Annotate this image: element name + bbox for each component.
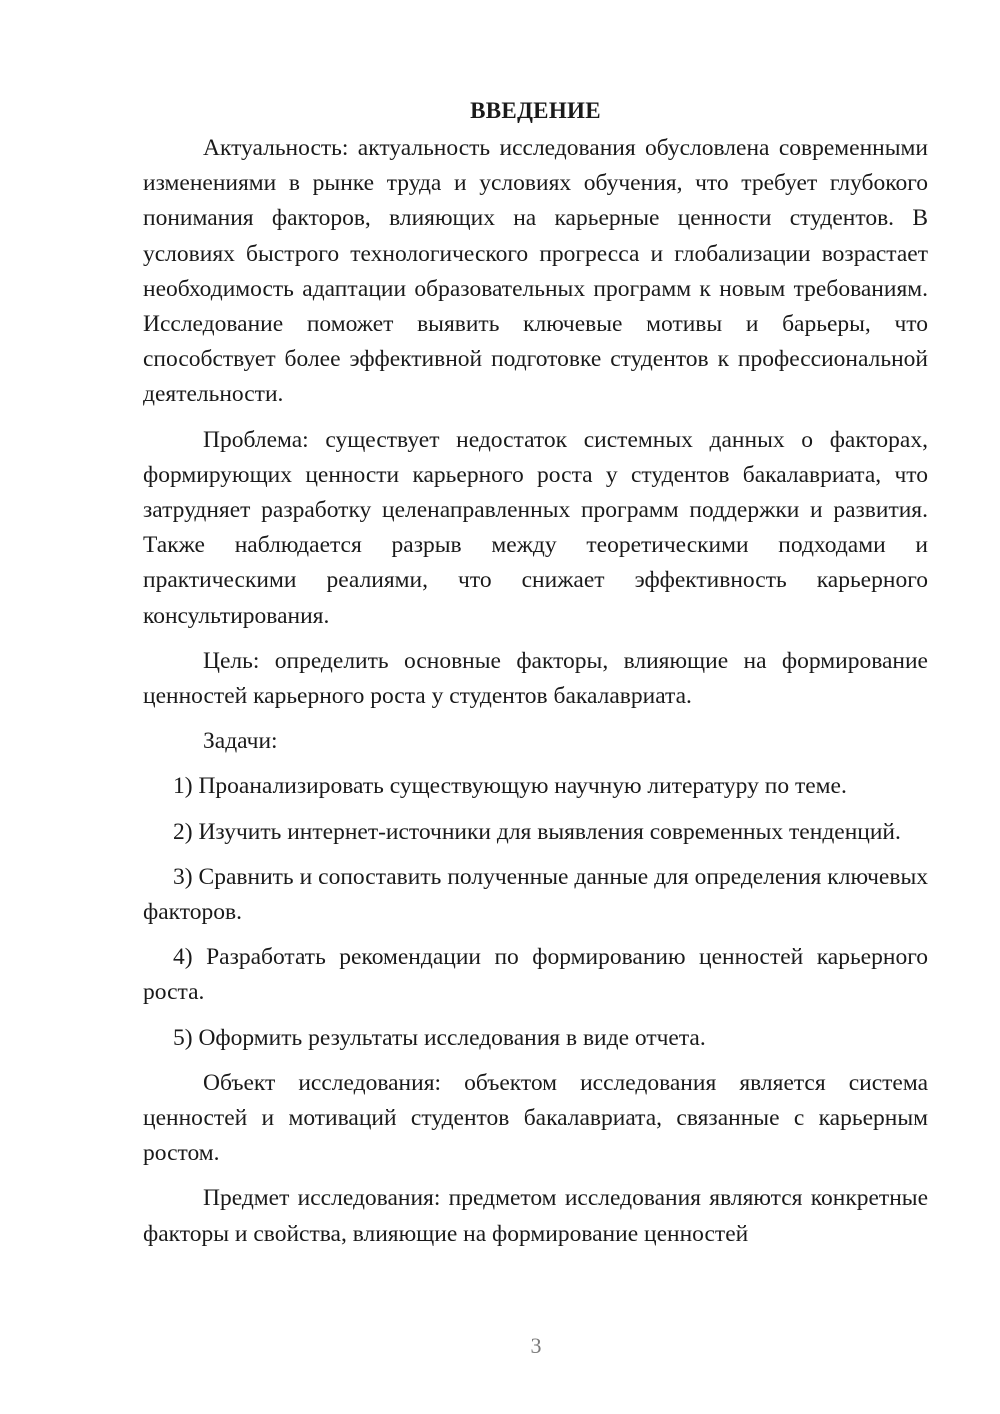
task-item: 1) Проанализировать существующую научную литературу по теме.: [173, 773, 847, 800]
paragraph-object: Объект исследования: объектом исследования является система ценностей и мотиваций студентов бакалавриата, связанные с карьерным ростом.: [143, 1069, 928, 1167]
paragraph-goal: Цель: определить основные факторы, влияющие на формирование ценностей карьерного роста у студентов бакалавриата.: [143, 647, 928, 710]
paragraph-problem: Проблема: существует недостаток системных данных о факторах, формирующих ценности карьерного роста у студентов бакалавриата, что затрудняет разработку целенаправленных программ поддержки и развития. Также наблюдается разрыв между теоретическими подходами и практическими реалиями, что снижает эффективность карьерного консультирования.: [143, 426, 928, 629]
paragraph-relevance: Актуальность: актуальность исследования обусловлена современными изменениями в рынке труда и условиях обучения, что требует глубокого понимания факторов, влияющих на карьерные ценности студентов. В условиях быстрого технологического прогресса и глобализации возрастает необходимость адаптации образовательных программ к новым требованиям. Исследование поможет выявить ключевые мотивы и барьеры, что способствует более эффективной подготовке студентов к профессиональной деятельности.: [143, 135, 928, 408]
paragraph-subject: Предмет исследования: предметом исследования являются конкретные факторы и свойства, влияющие на формирование ценностей: [143, 1185, 928, 1247]
task-item: 4) Разработать рекомендации по формированию ценностей карьерного роста.: [143, 944, 928, 1006]
page-number: 3: [530, 1333, 542, 1358]
task-item: 3) Сравнить и сопоставить полученные данные для определения ключевых факторов.: [143, 863, 928, 926]
task-item: 2) Изучить интернет-источники для выявления современных тенденций.: [173, 818, 901, 845]
section-heading: ВВЕДЕНИЕ: [470, 98, 601, 123]
tasks-label: Задачи:: [203, 728, 278, 755]
task-item: 5) Оформить результаты исследования в виде отчета.: [173, 1024, 706, 1051]
page-content: [143, 93, 928, 1252]
